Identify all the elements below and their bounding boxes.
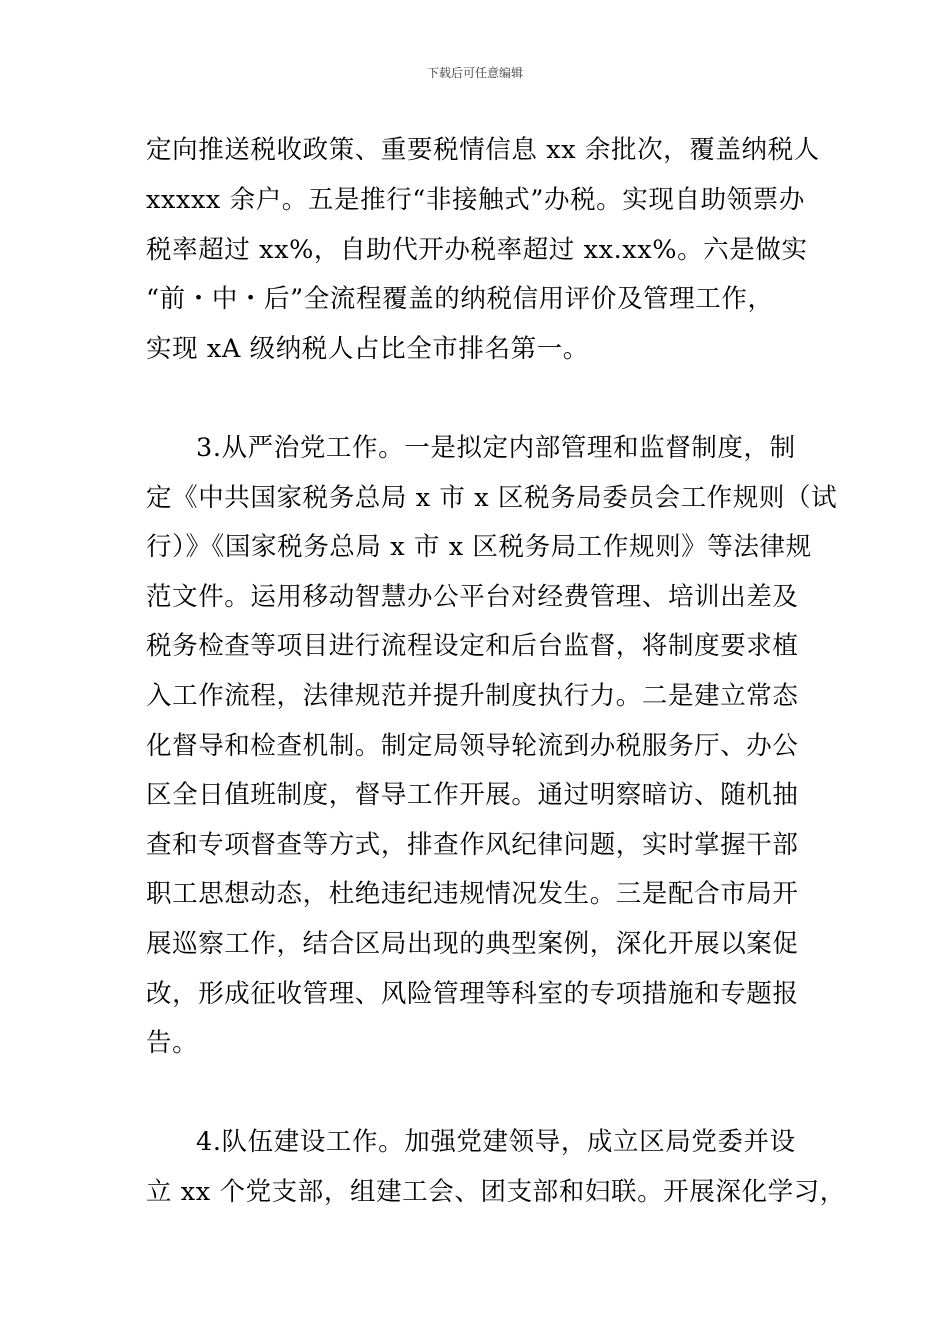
- text-line: “前・中・后”全流程覆盖的纳税信用评价及管理工作，: [146, 284, 774, 314]
- text-line: 税率超过 xx%，自助代开办税率超过 xx.xx%。六是做实: [146, 235, 808, 265]
- text-line: 3.从严治党工作。一是拟定内部管理和监督制度，制: [196, 433, 796, 463]
- text-line: 展巡察工作，结合区局出现的典型案例，深化开展以案促: [146, 929, 799, 959]
- text-line: 告。: [146, 1028, 199, 1058]
- text-line: 定《中共国家税务总局 x 市 x 区税务局委员会工作规则（试: [146, 483, 838, 513]
- text-line: 查和专项督查等方式，排查作风纪律问题，实时掌握干部: [146, 830, 799, 860]
- text-line: 定向推送税收政策、重要税情信息 xx 余批次，覆盖纳税人: [146, 135, 820, 165]
- text-line: 立 xx 个党支部，组建工会、团支部和妇联。开展深化学习，: [146, 1177, 846, 1207]
- text-line: 化督导和检查机制。制定局领导轮流到办税服务厅、办公: [146, 731, 799, 761]
- text-line: xxxxx 余户。五是推行“非接触式”办税。实现自助领票办: [146, 185, 805, 215]
- text-line: 范文件。运用移动智慧办公平台对经费管理、培训出差及: [146, 582, 799, 612]
- text-line: 行）》《国家税务总局 x 市 x 区税务局工作规则》等法律规: [146, 532, 812, 562]
- text-line: 区全日值班制度，督导工作开展。通过明察暗访、随机抽: [146, 780, 799, 810]
- text-line: 4.队伍建设工作。加强党建领导，成立区局党委并设: [196, 1127, 796, 1157]
- text-line: 职工思想动态，杜绝违纪违规情况发生。三是配合市局开: [146, 879, 799, 909]
- text-line: 改，形成征收管理、风险管理等科室的专项措施和专题报: [146, 979, 799, 1009]
- text-line: 实现 xA 级纳税人占比全市排名第一。: [146, 334, 589, 364]
- page-header: 下载后可任意编辑: [426, 66, 523, 80]
- text-line: 入工作流程，法律规范并提升制度执行力。二是建立常态: [146, 681, 799, 711]
- text-line: 税务检查等项目进行流程设定和后台监督，将制度要求植: [146, 631, 799, 661]
